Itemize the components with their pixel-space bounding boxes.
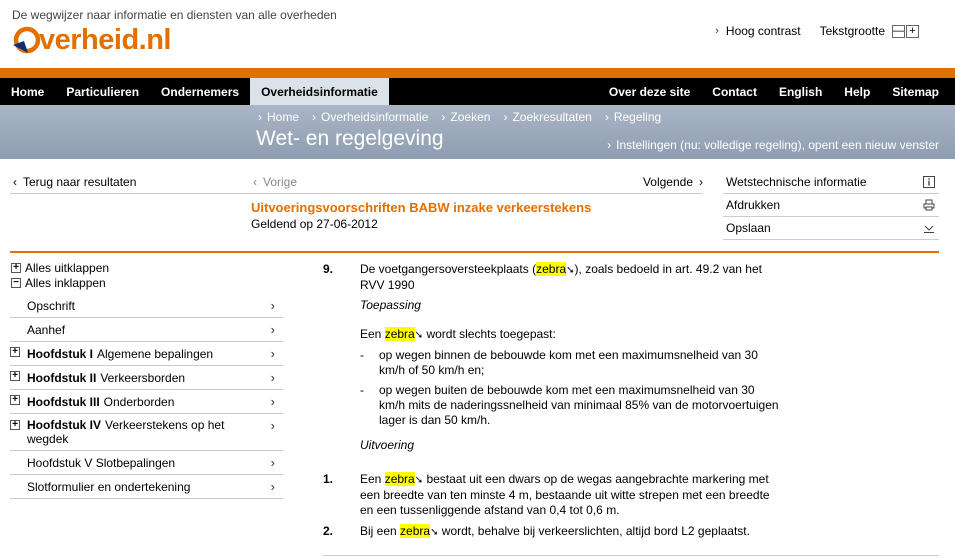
next-link[interactable] <box>643 175 703 189</box>
paragraph-number: 1. <box>323 472 334 486</box>
jump-arrow-icon[interactable]: ➘ <box>414 330 424 341</box>
breadcrumb <box>258 110 674 124</box>
search-highlight[interactable]: zebra <box>536 262 567 276</box>
search-highlight[interactable]: zebra <box>400 524 431 538</box>
page-title: Wet- en regelgeving <box>256 127 444 150</box>
nav-ondernemers[interactable]: Ondernemers <box>161 84 240 99</box>
chevron-right-icon: › <box>270 418 275 433</box>
toc-item-aanhef[interactable] <box>10 318 283 342</box>
high-contrast-link[interactable]: Hoog contrast <box>725 24 801 38</box>
nav-sitemap[interactable]: Sitemap <box>892 84 939 99</box>
divider <box>323 555 939 556</box>
nav-over-deze-site[interactable]: Over deze site <box>608 84 691 99</box>
section-heading-toepassing: Toepassing <box>360 298 421 312</box>
chevron-left-icon: ‹ <box>253 175 257 189</box>
breadcrumb-regeling[interactable]: › Regeling <box>605 110 661 124</box>
toc-label: Hoofdstuk V Slotbepalingen <box>27 455 176 470</box>
toc-label: Verkeersborden <box>100 370 186 385</box>
nav-particulieren[interactable]: Particulieren <box>66 84 140 99</box>
previous-label: Vorige <box>263 175 298 189</box>
logo-text: verheid.nl <box>39 23 171 56</box>
plus-icon[interactable]: + <box>10 371 20 381</box>
toepassing-intro: Een zebra➘ wordt slechts toegepast: <box>360 327 556 341</box>
orange-divider <box>10 251 939 253</box>
tools-panel <box>723 171 939 240</box>
save-icon <box>922 222 935 235</box>
collapse-all-button[interactable] <box>11 275 109 290</box>
toc-label: Onderborden <box>103 394 175 409</box>
toc-item-hoofdstuk-4[interactable] <box>10 414 283 451</box>
section-heading-uitvoering: Uitvoering <box>360 438 415 452</box>
article-9 <box>323 262 783 293</box>
minus-icon: − <box>11 278 21 288</box>
search-highlight[interactable]: zebra <box>384 327 415 341</box>
breadcrumb-zoekresultaten[interactable]: › Zoekresultaten <box>503 110 591 124</box>
toc-label: Verkeerstekens op het wegdek <box>27 418 225 446</box>
tagline: De wegwijzer naar informatie en diensten van alle overheden <box>12 8 337 22</box>
orange-band <box>0 68 955 78</box>
breadcrumb-zoeken[interactable]: › Zoeken <box>441 110 490 124</box>
tool-label: Opslaan <box>726 221 771 235</box>
table-of-contents <box>10 294 283 499</box>
expand-controls <box>11 260 109 290</box>
save-link[interactable] <box>723 217 939 240</box>
toc-chapter: Hoofdstuk II <box>27 370 97 385</box>
main-nav <box>0 78 955 105</box>
breadcrumb-home[interactable]: › Home <box>258 110 299 124</box>
text-size-control <box>820 24 919 38</box>
tool-label: Afdrukken <box>726 198 781 212</box>
breadcrumb-overheidsinformatie[interactable]: › Overheidsinformatie <box>312 110 428 124</box>
previous-link[interactable] <box>253 175 297 189</box>
expand-all-button[interactable] <box>11 260 109 275</box>
chevron-right-icon: › <box>270 298 275 313</box>
list-item: - op wegen binnen de bebouwde kom met een maximumsnelheid van 30 km/h of 50 km/h en; <box>360 348 758 377</box>
chevron-right-icon: › <box>270 394 275 409</box>
settings-link[interactable]: › Instellingen (nu: volledige regeling), opent een nieuw venster <box>607 138 939 152</box>
chevron-right-icon: › <box>715 25 719 37</box>
plus-icon: + <box>11 263 21 273</box>
paragraph-number: 2. <box>323 524 334 538</box>
print-link[interactable] <box>723 194 939 217</box>
toc-label: Algemene bepalingen <box>97 346 214 361</box>
back-label: Terug naar resultaten <box>23 175 137 189</box>
text-size-label: Tekstgrootte <box>819 24 885 38</box>
info-icon <box>922 176 935 189</box>
toc-chapter: Hoofdstuk I <box>27 346 93 361</box>
nav-home[interactable]: Home <box>11 84 45 99</box>
toc-item-hoofdstuk-3[interactable] <box>10 390 283 414</box>
toc-item-hoofdstuk-1[interactable] <box>10 342 283 366</box>
regulation-text <box>323 262 783 540</box>
plus-icon[interactable]: + <box>10 395 20 405</box>
logo-o-icon <box>12 25 42 55</box>
toc-item-slotformulier[interactable] <box>10 475 283 499</box>
nav-contact[interactable]: Contact <box>712 84 757 99</box>
expand-all-label: Alles uitklappen <box>25 260 110 275</box>
document-title: Uitvoeringsvoorschriften BABW inzake verkeerstekens <box>251 200 592 215</box>
chevron-right-icon: › <box>699 175 703 189</box>
article-text: De voetgangersoversteekplaats (zebra➘), zoals bedoeld in art. 49.2 van het RVV 1990 <box>360 262 762 292</box>
collapse-all-label: Alles inklappen <box>25 275 106 290</box>
paragraph-1: 1. Een zebra➘ bestaat uit een dwars op de wegas aangebrachte markering met een breedte van ten minste 4 m, bestaande uit witte strepen met een breedte en een tussenliggende afstand van 0,4 tot 0,6 m. <box>323 472 770 517</box>
prev-next-bar <box>250 171 703 194</box>
nav-overheidsinformatie[interactable]: Overheidsinformatie <box>250 78 389 105</box>
toc-item-opschrift[interactable] <box>10 294 283 318</box>
nav-english[interactable]: English <box>778 84 823 99</box>
toc-label: Slotformulier en ondertekening <box>27 479 191 494</box>
jump-arrow-icon[interactable]: ➘ <box>566 265 575 276</box>
toc-chapter: Hoofdstuk IV <box>27 418 101 432</box>
chevron-left-icon: ‹ <box>13 175 17 189</box>
text-size-increase-button[interactable]: + <box>906 25 919 38</box>
chevron-right-icon: › <box>270 479 275 494</box>
chevron-right-icon: › <box>270 455 275 470</box>
article-number: 9. <box>323 262 334 276</box>
document-valid-date: Geldend op 27-06-2012 <box>251 217 378 231</box>
nav-help[interactable]: Help <box>844 84 871 99</box>
toc-item-hoofdstuk-5[interactable] <box>10 451 283 475</box>
toc-label: Opschrift <box>27 298 76 313</box>
jump-arrow-icon[interactable]: ➘ <box>430 527 439 538</box>
toc-label: Aanhef <box>27 322 66 337</box>
toc-item-hoofdstuk-2[interactable] <box>10 366 283 390</box>
logo[interactable] <box>12 23 171 57</box>
jump-arrow-icon[interactable]: ➘ <box>414 475 424 486</box>
printer-icon <box>922 199 935 212</box>
text-size-decrease-button[interactable]: — <box>893 24 904 37</box>
utility-links <box>715 24 919 38</box>
chevron-right-icon: › <box>270 322 275 337</box>
next-label: Volgende <box>642 175 693 189</box>
chevron-right-icon: › <box>270 370 275 385</box>
back-to-results-link[interactable] <box>10 171 256 194</box>
wetstechnische-informatie-link[interactable] <box>723 171 939 194</box>
plus-icon[interactable]: + <box>10 420 20 430</box>
list-item: - op wegen buiten de bebouwde kom met een maximumsnelheid van 30 km/h mits de naderingssnelheid van minimaal 85% van de motorvoertuigen lager is dan 50 km/h. <box>360 383 779 427</box>
search-highlight[interactable]: zebra <box>384 472 415 486</box>
tool-label: Wetstechnische informatie <box>726 175 867 189</box>
chevron-right-icon: › <box>270 346 275 361</box>
page-banner <box>0 105 955 159</box>
plus-icon[interactable]: + <box>10 347 20 357</box>
toc-chapter: Hoofdstuk III <box>27 394 100 409</box>
paragraph-2: 2. Bij een zebra➘ wordt, behalve bij verkeerslichten, altijd bord L2 geplaatst. <box>323 524 750 538</box>
